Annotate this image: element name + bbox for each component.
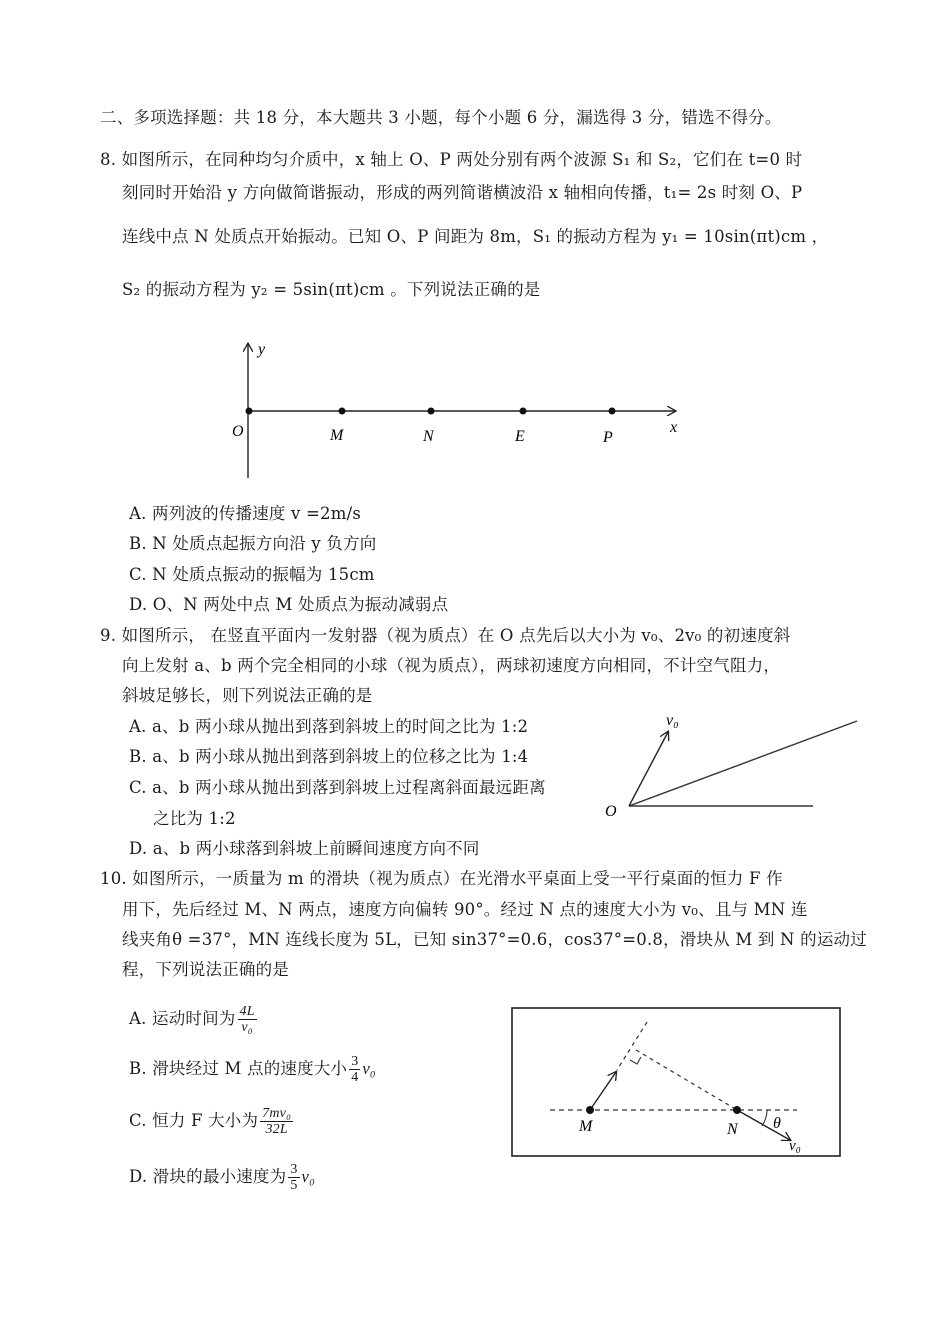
velocity-arrow-icon — [629, 732, 668, 806]
question-10-stem-line-2: 用下，先后经过 M、N 两点，速度方向偏转 90°。经过 N 点的速度大小为 v₀、且与 MN 连 — [122, 900, 808, 919]
perpendicular-dashed — [636, 1050, 737, 1110]
question-8-stem-line-2: 刻同时开始沿 y 方向做简谐振动，形成的两列简谐横波沿 x 轴相向传播，t₁= 2s 时刻 O、P — [122, 183, 803, 202]
label-p: P — [603, 429, 613, 446]
question-8-number: 8. 如图所示，在同种均匀介质中，x 轴上 O、P 两处分别有两个波源 S₁ 和 S₂，它们在 t=0 时 — [100, 150, 803, 169]
theta-label: θ — [773, 1115, 781, 1132]
question-10-option-c[interactable]: C. 恒力 F 大小为 $\frac{\text{7mv₀}}{32L}$ — [129, 1106, 292, 1137]
question-9-option-c-continued: 之比为 1:2 — [153, 809, 236, 828]
origin-label: O — [605, 803, 617, 820]
question-10-option-a[interactable]: A. 运动时间为 $\frac{4L}{\text{v₀}}$ — [129, 1004, 255, 1035]
label-e: E — [515, 428, 525, 445]
right-angle-icon — [630, 1057, 641, 1064]
question-8-option-a[interactable]: A. 两列波的传播速度 v =2m/s — [129, 504, 362, 523]
question-9-option-c[interactable]: C. a、b 两小球从抛出到落到斜坡上过程离斜面最远距离 — [129, 778, 546, 797]
angle-arc-icon — [762, 1110, 767, 1126]
question-9-stem-line-2: 向上发射 a、b 两个完全相同的小球（视为质点），两球初速度方向相同，不计空气阻力， — [122, 656, 781, 675]
fraction: $\frac{3}{5}$ — [290, 1162, 298, 1193]
label-m: M — [330, 427, 344, 444]
question-8-stem-line-1: 如图所示，在同种均匀介质中，x 轴上 O、P 两处分别有两个波源 S₁ 和 S₂，它们在 t=0 时 — [121, 150, 803, 169]
question-10-option-d[interactable]: D. 滑块的最小速度为 $\frac{3}{5}$ v₀ — [129, 1162, 316, 1193]
label-n: N — [423, 428, 434, 445]
question-8-option-c[interactable]: C. N 处质点振动的振幅为 15cm — [129, 565, 375, 584]
velocity-extension-dashed — [617, 1022, 647, 1070]
point-m — [586, 1106, 594, 1114]
table-border — [512, 1008, 840, 1156]
question-10-stem-line-3: 线夹角θ =37°，MN 连线长度为 5L，已知 sin37°=0.6，cos37°=0.8，滑块从 M 到 N 的运动过 — [122, 930, 867, 949]
question-8-stem-line-4: S₂ 的振动方程为 y₂ = 5sin(πt)cm 。下列说法正确的是 — [122, 280, 541, 299]
fraction: $\frac{\text{7mv₀}}{32L}$ — [262, 1106, 292, 1137]
section-header: 二、多项选择题：共 18 分，本大题共 3 小题，每个小题 6 分，漏选得 3 分，错选不得分。 — [100, 108, 782, 127]
point-m — [339, 408, 346, 415]
fraction: $\frac{4L}{\text{v₀}}$ — [239, 1004, 255, 1035]
question-8-stem-line-3: 连线中点 N 处质点开始振动。已知 O、P 间距为 8m，S₁ 的振动方程为 y₁ = 10sin(πt)cm ， — [122, 227, 829, 246]
point-n — [733, 1106, 741, 1114]
label-m: M — [579, 1118, 593, 1135]
question-9-figure-slope — [590, 700, 870, 830]
question-8-option-b[interactable]: B. N 处质点起振方向沿 y 负方向 — [129, 534, 377, 553]
point-n — [428, 408, 435, 415]
fraction: $\frac{3}{4}$ — [351, 1054, 359, 1085]
label-o: O — [232, 423, 244, 440]
question-8-option-d[interactable]: D. O、N 两处中点 M 处质点为振动减弱点 — [129, 595, 449, 614]
velocity-label: v₀ — [666, 712, 679, 729]
point-e — [520, 408, 527, 415]
m-velocity-arrow-icon — [590, 1072, 616, 1110]
slope-line — [629, 721, 857, 806]
point-p — [609, 408, 616, 415]
question-9-option-a[interactable]: A. a、b 两小球从抛出到落到斜坡上的时间之比为 1:2 — [129, 717, 529, 736]
question-9-option-b[interactable]: B. a、b 两小球从抛出到落到斜坡上的位移之比为 1:4 — [129, 747, 529, 766]
question-9-stem-line-1: 9. 如图所示， 在竖直平面内一发射器（视为质点）在 O 点先后以大小为 v₀、2v₀ 的初速度斜 — [100, 626, 791, 645]
v0-label: v₀ — [789, 1138, 801, 1154]
question-10-stem-line-4: 程，下列说法正确的是 — [122, 960, 289, 979]
question-10-stem-line-1: 10. 如图所示，一质量为 m 的滑块（视为质点）在光滑水平桌面上受一平行桌面的恒力 F 作 — [100, 869, 783, 888]
n-velocity-arrow-icon — [737, 1110, 790, 1140]
question-10-option-b[interactable]: B. 滑块经过 M 点的速度大小 $\frac{3}{4}$ v₀ — [129, 1054, 376, 1085]
y-axis-label: y — [258, 341, 266, 358]
question-9-option-d[interactable]: D. a、b 两小球落到斜坡上前瞬间速度方向不同 — [129, 839, 480, 858]
question-10-figure-table — [505, 1000, 850, 1170]
question-8-figure-axis — [220, 330, 700, 490]
question-9-stem-line-3: 斜坡足够长，则下列说法正确的是 — [122, 686, 373, 705]
label-n: N — [727, 1121, 738, 1138]
point-o — [246, 408, 253, 415]
x-axis-label: x — [670, 419, 678, 436]
